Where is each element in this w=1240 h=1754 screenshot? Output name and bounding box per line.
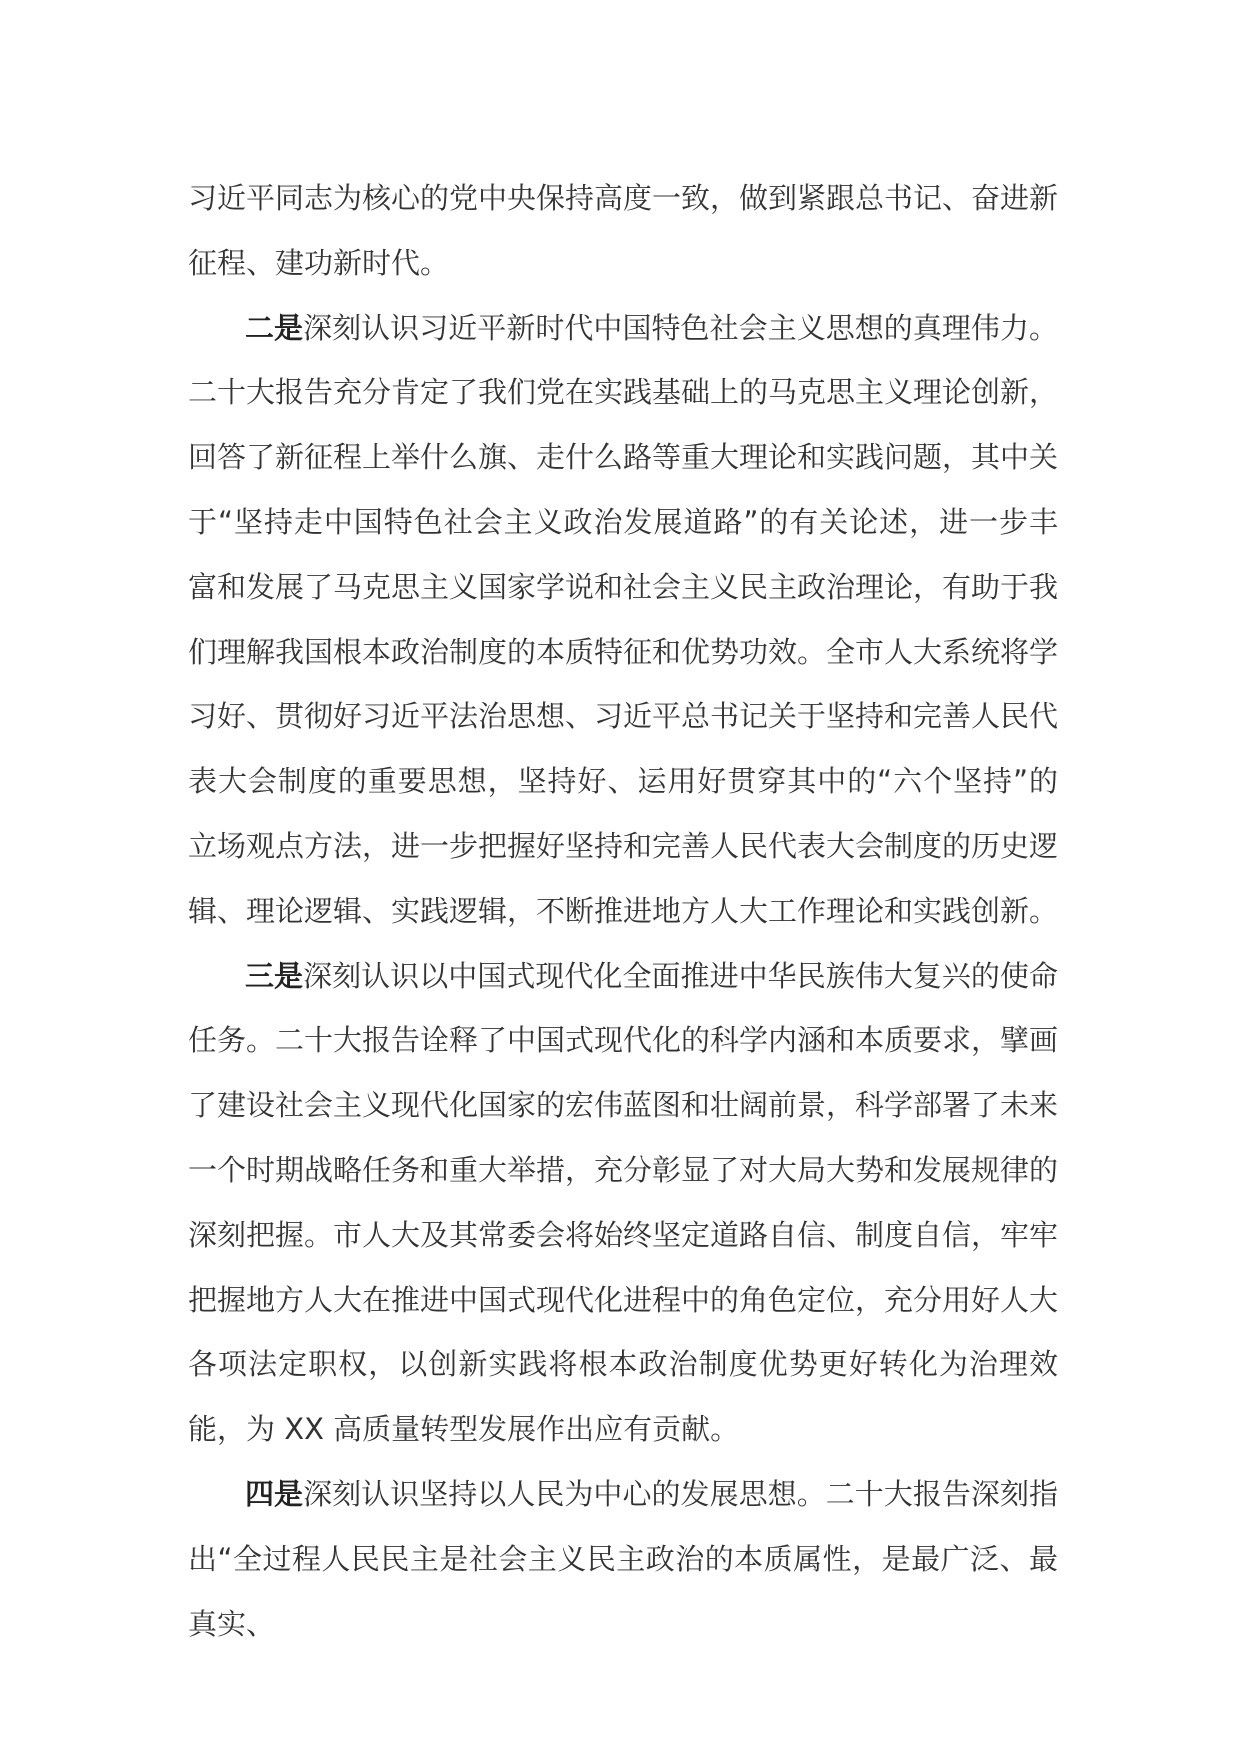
document-body <box>188 166 1058 1656</box>
paragraph-text: 深刻认识以中国式现代化全面推进中华民族伟大复兴的使命任务。二十大报告诠释了中国式现代化的科学内涵和本质要求，擘画了建设社会主义现代化国家的宏伟蓝图和壮阔前景，科学部署了未来一个时期战略任务和重大举措，充分彰显了对大局大势和发展规律的深刻把握。市人大及其常委会将始终坚定道路自信、制度自信，牢牢把握地方人大在推进中国式现代化进程中的角色定位，充分用好人大各项法定职权，以创新实践将根本政治制度优势更好转化为治理效能，为 XX 高质量转型发展作出应有贡献。 <box>188 958 1059 1447</box>
paragraph-lead: 三是 <box>245 958 304 993</box>
paragraph-text: 深刻认识习近平新时代中国特色社会主义思想的真理伟力。二十大报告充分肯定了我们党在实践基础上的马克思主义理论创新，回答了新征程上举什么旗、走什么路等重大理论和实践问题，其中关于“坚持走中国特色社会主义政治发展道路”的有关论述，进一步丰富和发展了马克思主义国家学说和社会主义民主政治理论，有助于我们理解我国根本政治制度的本质特征和优势功效。全市人大系统将学习好、贯彻好习近平法治思想、习近平总书记关于坚持和完善人民代表大会制度的重要思想，坚持好、运用好贯穿其中的“六个坚持”的立场观点方法，进一步把握好坚持和完善人民代表大会制度的历史逻辑、理论逻辑、实践逻辑，不断推进地方人大工作理论和实践创新。 <box>188 310 1059 928</box>
paragraph-text: 习近平同志为核心的党中央保持高度一致，做到紧跟总书记、奋进新征程、建功新时代。 <box>188 181 1059 280</box>
paragraph-4 <box>188 1462 1058 1656</box>
paragraph-text: 深刻认识坚持以人民为中心的发展思想。二十大报告深刻指出“全过程人民民主是社会主义民主政治的本质属性，是最广泛、最真实、 <box>188 1476 1058 1641</box>
paragraph-1 <box>188 166 1058 296</box>
paragraph-lead: 二是 <box>245 310 304 345</box>
paragraph-2 <box>188 296 1058 944</box>
paragraph-3 <box>188 944 1058 1462</box>
paragraph-lead: 四是 <box>245 1476 304 1511</box>
